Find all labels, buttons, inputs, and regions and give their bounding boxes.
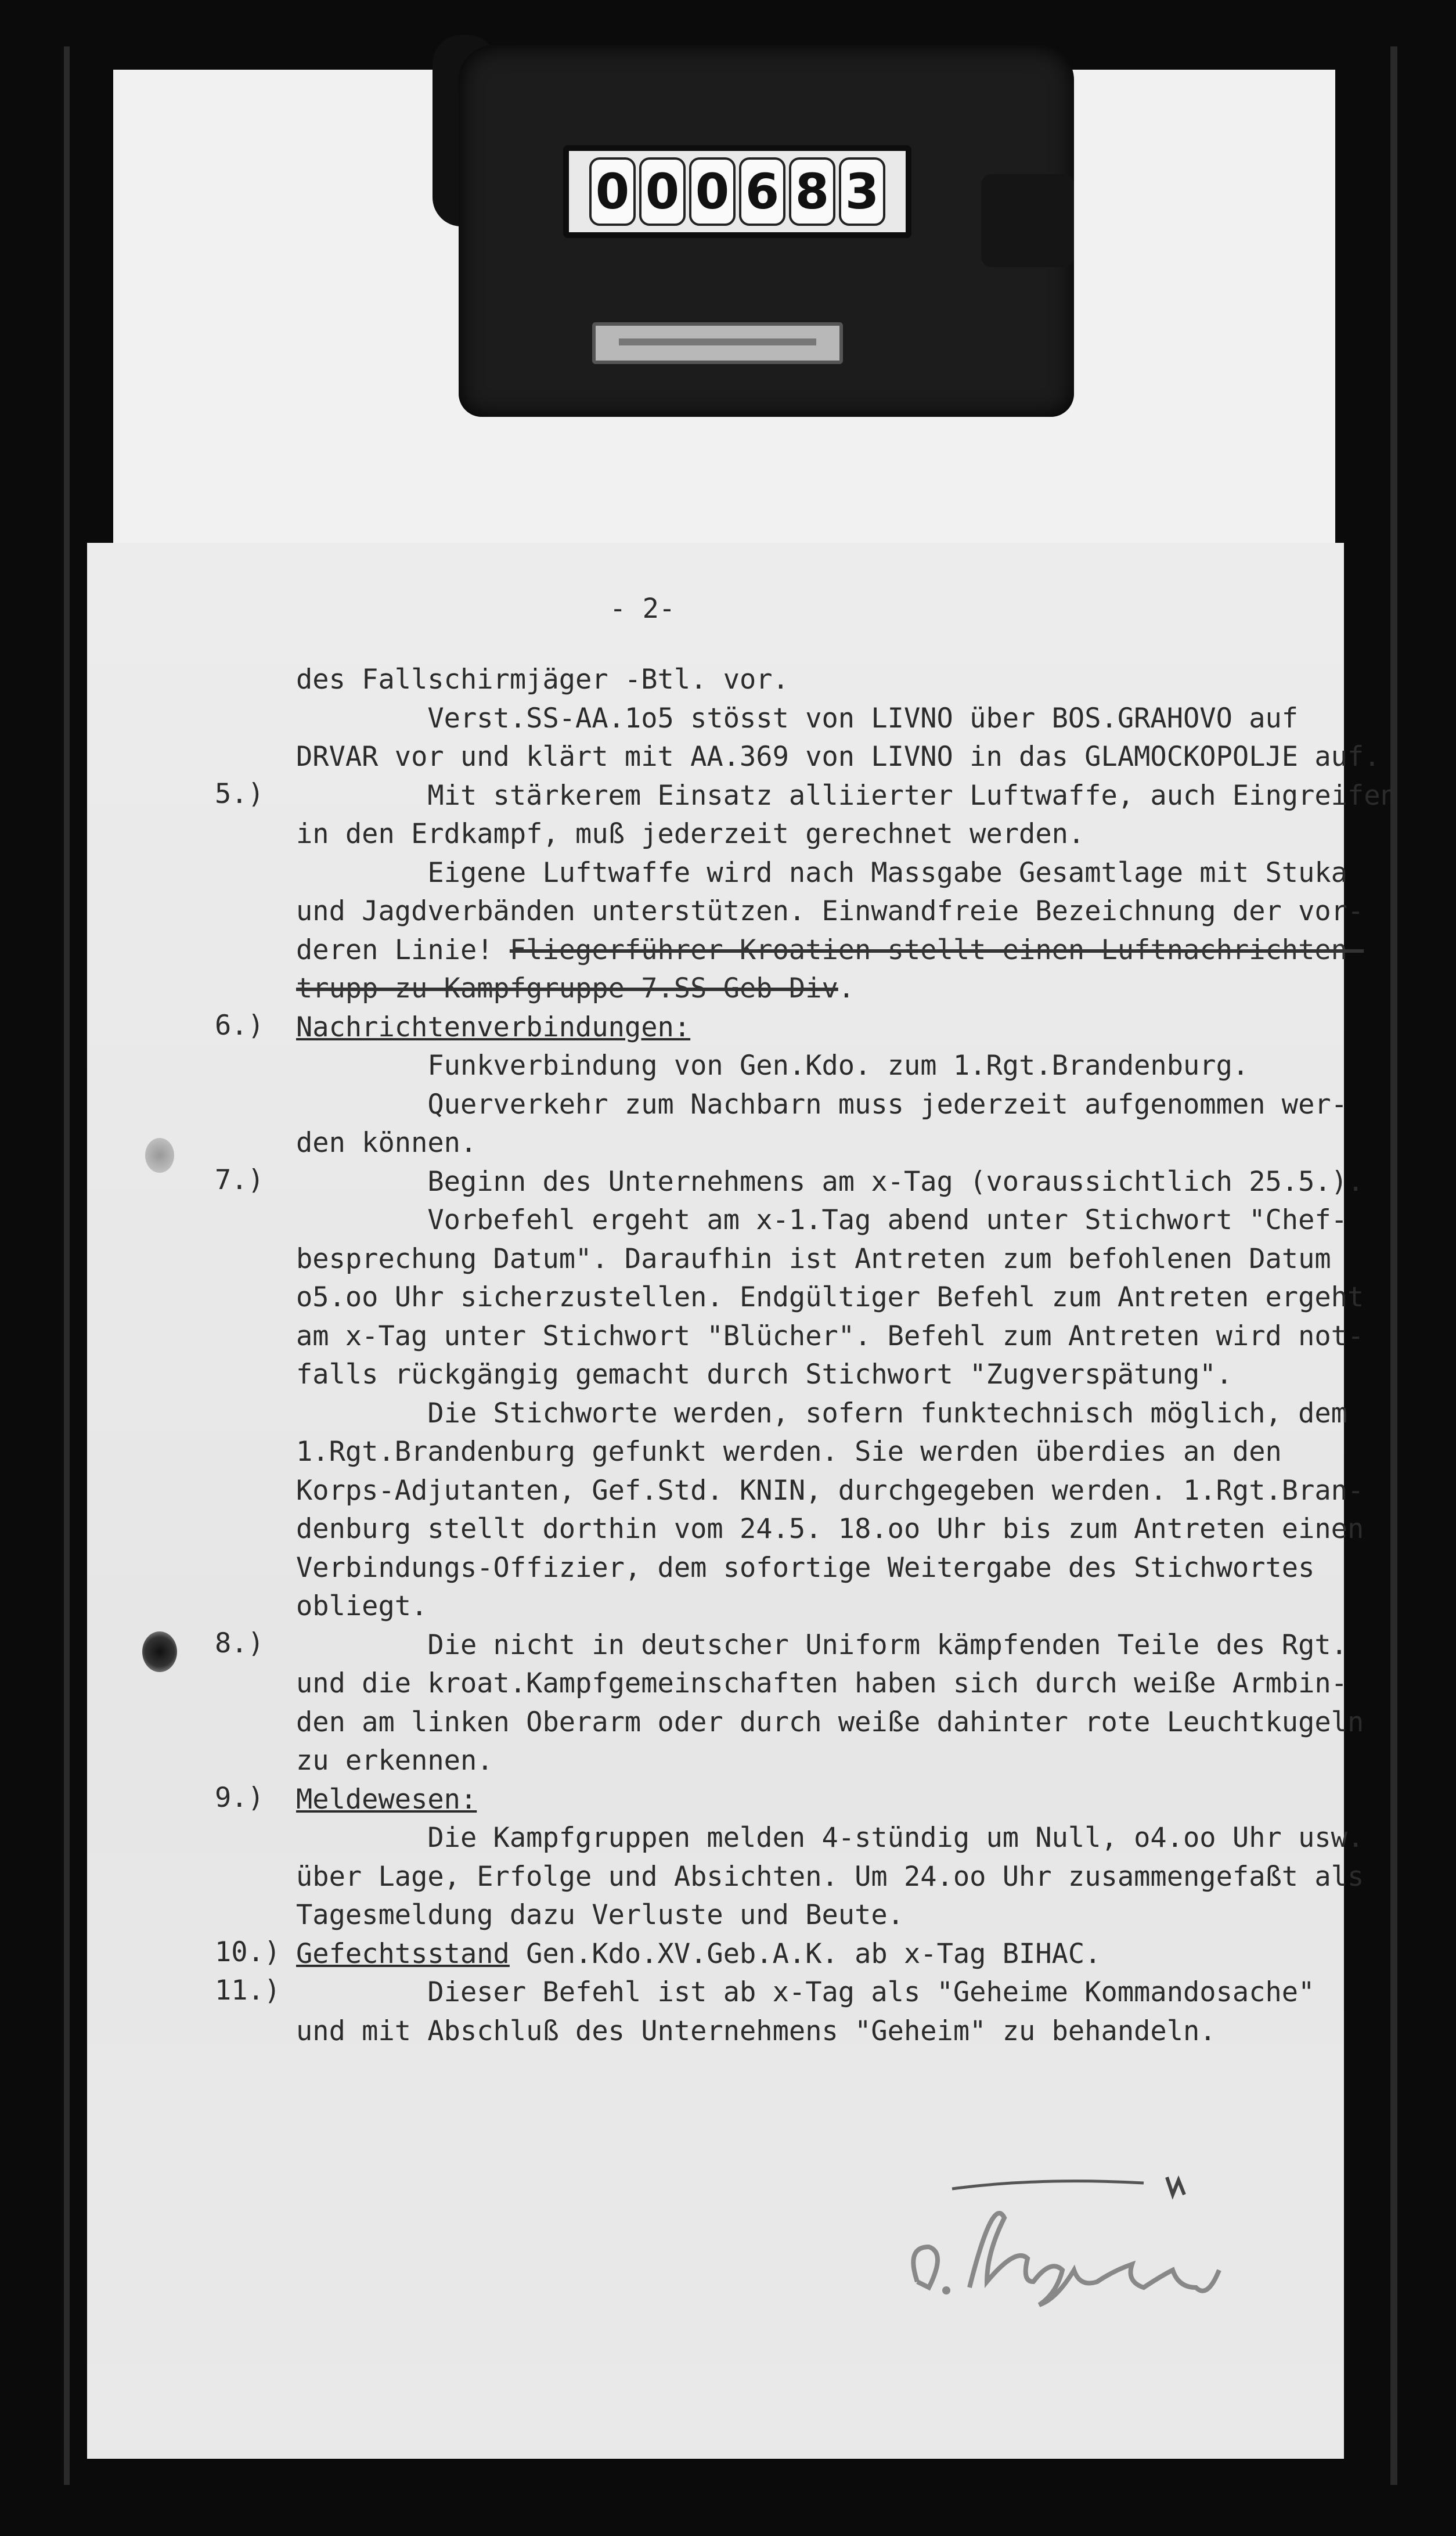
line-text: und Jagdverbänden unterstützen. Einwandfreie Bezeichnung der vor- (296, 895, 1364, 927)
document-line (296, 1048, 1249, 1084)
document-line (296, 1087, 1347, 1123)
document-line (296, 739, 1381, 775)
line-text: Verst.SS-AA.1o5 stösst von LIVNO über BOS.GRAHOVO auf (296, 703, 1299, 734)
document-line (296, 778, 1397, 814)
punch-hole (142, 1631, 177, 1672)
line-text: Dieser Befehl ist ab x-Tag als "Geheime Kommandosache" (296, 1976, 1315, 2008)
line-text: des Fallschirmjäger -Btl. vor. (296, 664, 789, 696)
line-text: Funkverbindung von Gen.Kdo. zum 1.Rgt.Brandenburg. (296, 1050, 1249, 1082)
section-heading: Nachrichtenverbindungen: (296, 1011, 691, 1043)
line-text: am x-Tag unter Stichwort "Blücher". Befehl zum Antreten wird not- (296, 1320, 1364, 1352)
line-text: Die Kampfgruppen melden 4-stündig um Null, o4.oo Uhr usw. (296, 1822, 1364, 1854)
counter-digit: 6 (739, 157, 785, 226)
line-text: Vorbefehl ergeht am x-1.Tag abend unter Stichwort "Chef- (296, 1204, 1347, 1236)
counter-plate (592, 322, 843, 364)
document-line (296, 1705, 1364, 1741)
document-line (296, 1782, 477, 1818)
counter-digit: 0 (689, 157, 736, 226)
line-text: Die Stichworte werden, sofern funktechnisch möglich, dem (296, 1397, 1347, 1429)
line-text: o5.oo Uhr sicherzustellen. Endgültiger Befehl zum Antreten ergeht (296, 1281, 1364, 1313)
paragraph-number: 5.) (215, 778, 264, 810)
line-text: Beginn des Unternehmens am x-Tag (voraussichtlich 25.5.). (296, 1166, 1364, 1198)
punch-hole (145, 1138, 174, 1173)
line-text: deren Linie! (296, 934, 510, 966)
document-line (296, 932, 1364, 968)
document-line (296, 1357, 1232, 1393)
document-line (296, 1820, 1364, 1856)
line-text: Querverkehr zum Nachbarn muss jederzeit aufgenommen wer- (296, 1089, 1347, 1121)
paragraph-number: 11.) (215, 1975, 281, 2007)
document-line (296, 1859, 1364, 1895)
document-line (296, 855, 1347, 891)
counter-digit: 0 (589, 157, 636, 226)
document-line (296, 2013, 1216, 2049)
document-line (296, 1627, 1347, 1663)
document-line (296, 1434, 1282, 1470)
film-edge-left (64, 46, 70, 2485)
struck-through-text: trupp zu Kampfgruppe 7.SS-Geb-Div (296, 972, 838, 1004)
handwritten-signature (882, 2171, 1277, 2322)
paragraph-number: 6.) (215, 1010, 264, 1042)
line-text: 1.Rgt.Brandenburg gefunkt werden. Sie werden überdies an den (296, 1436, 1282, 1468)
document-line (296, 971, 855, 1007)
counter-display (563, 145, 911, 238)
section-heading: Gefechtsstand (296, 1938, 510, 1970)
line-text: Eigene Luftwaffe wird nach Massgabe Gesamtlage mit Stuka (296, 857, 1347, 889)
paragraph-number: 8.) (215, 1627, 264, 1659)
document-line (296, 1280, 1364, 1316)
line-text: den am linken Oberarm oder durch weiße dahinter rote Leuchtkugeln (296, 1706, 1364, 1738)
line-text: Korps-Adjutanten, Gef.Std. KNIN, durchgegeben werden. 1.Rgt.Bran- (296, 1475, 1364, 1507)
counter-knob (981, 174, 1074, 267)
line-text: zu erkennen. (296, 1745, 493, 1777)
document-line (296, 1010, 690, 1046)
line-text: Tagesmeldung dazu Verluste und Beute. (296, 1899, 904, 1931)
document-line (296, 894, 1364, 930)
line-text: Verbindungs-Offizier, dem sofortige Weitergabe des Stichwortes (296, 1552, 1315, 1584)
document-line (296, 1743, 493, 1779)
document-line (296, 1588, 427, 1624)
document-line (296, 701, 1298, 737)
document-line (296, 1666, 1347, 1702)
paragraph-number: 9.) (215, 1782, 264, 1814)
document-line (296, 1241, 1331, 1277)
document-line (296, 662, 789, 698)
line-text: besprechung Datum". Daraufhin ist Antreten zum befohlenen Datum (296, 1243, 1331, 1275)
line-text: Mit stärkerem Einsatz alliierter Luftwaffe, auch Eingreifen (296, 780, 1397, 812)
line-text: in den Erdkampf, muß jederzeit gerechnet werden. (296, 818, 1085, 850)
paragraph-number: 7.) (215, 1164, 264, 1196)
document-line (296, 1511, 1364, 1547)
line-text: denburg stellt dorthin vom 24.5. 18.oo Uhr bis zum Antreten einen (296, 1513, 1364, 1545)
document-line (296, 1975, 1314, 2011)
document-line (296, 1550, 1314, 1586)
struck-through-text: Fliegerführer Kroatien stellt einen Luftnachrichten- (509, 934, 1364, 966)
line-text: DRVAR vor und klärt mit AA.369 von LIVNO in das GLAMOCKOPOLJE auf. (296, 741, 1381, 773)
counter-digit: 8 (789, 157, 835, 226)
document-line (296, 1936, 1101, 1972)
document-line (296, 1125, 477, 1161)
line-text-suffix: . (838, 972, 855, 1004)
line-text: Die nicht in deutscher Uniform kämpfenden Teile des Rgt. (296, 1629, 1347, 1661)
document-line (296, 1473, 1364, 1509)
document-line (296, 1164, 1364, 1200)
line-text: über Lage, Erfolge und Absichten. Um 24.oo Uhr zusammengefaßt als (296, 1861, 1364, 1893)
line-text: den können. (296, 1127, 477, 1159)
document-line (296, 1319, 1364, 1355)
line-text: und mit Abschluß des Unternehmens "Geheim" zu behandeln. (296, 2015, 1216, 2047)
document-line (296, 1396, 1347, 1432)
line-text-suffix: Gen.Kdo.XV.Geb.A.K. ab x-Tag BIHAC. (509, 1938, 1101, 1970)
line-text: obliegt. (296, 1590, 428, 1622)
counter-digit: 0 (639, 157, 686, 226)
document-line (296, 1202, 1347, 1238)
line-text: und die kroat.Kampfgemeinschaften haben sich durch weiße Armbin- (296, 1667, 1347, 1699)
paragraph-number: 10.) (215, 1936, 281, 1968)
line-text: falls rückgängig gemacht durch Stichwort "Zugverspätung". (296, 1359, 1232, 1391)
page-number: - 2- (610, 593, 676, 625)
document-line (296, 816, 1084, 852)
section-heading: Meldewesen: (296, 1784, 477, 1815)
document-line (296, 1897, 904, 1933)
counter-digit: 3 (839, 157, 885, 226)
film-edge-right (1390, 46, 1397, 2485)
